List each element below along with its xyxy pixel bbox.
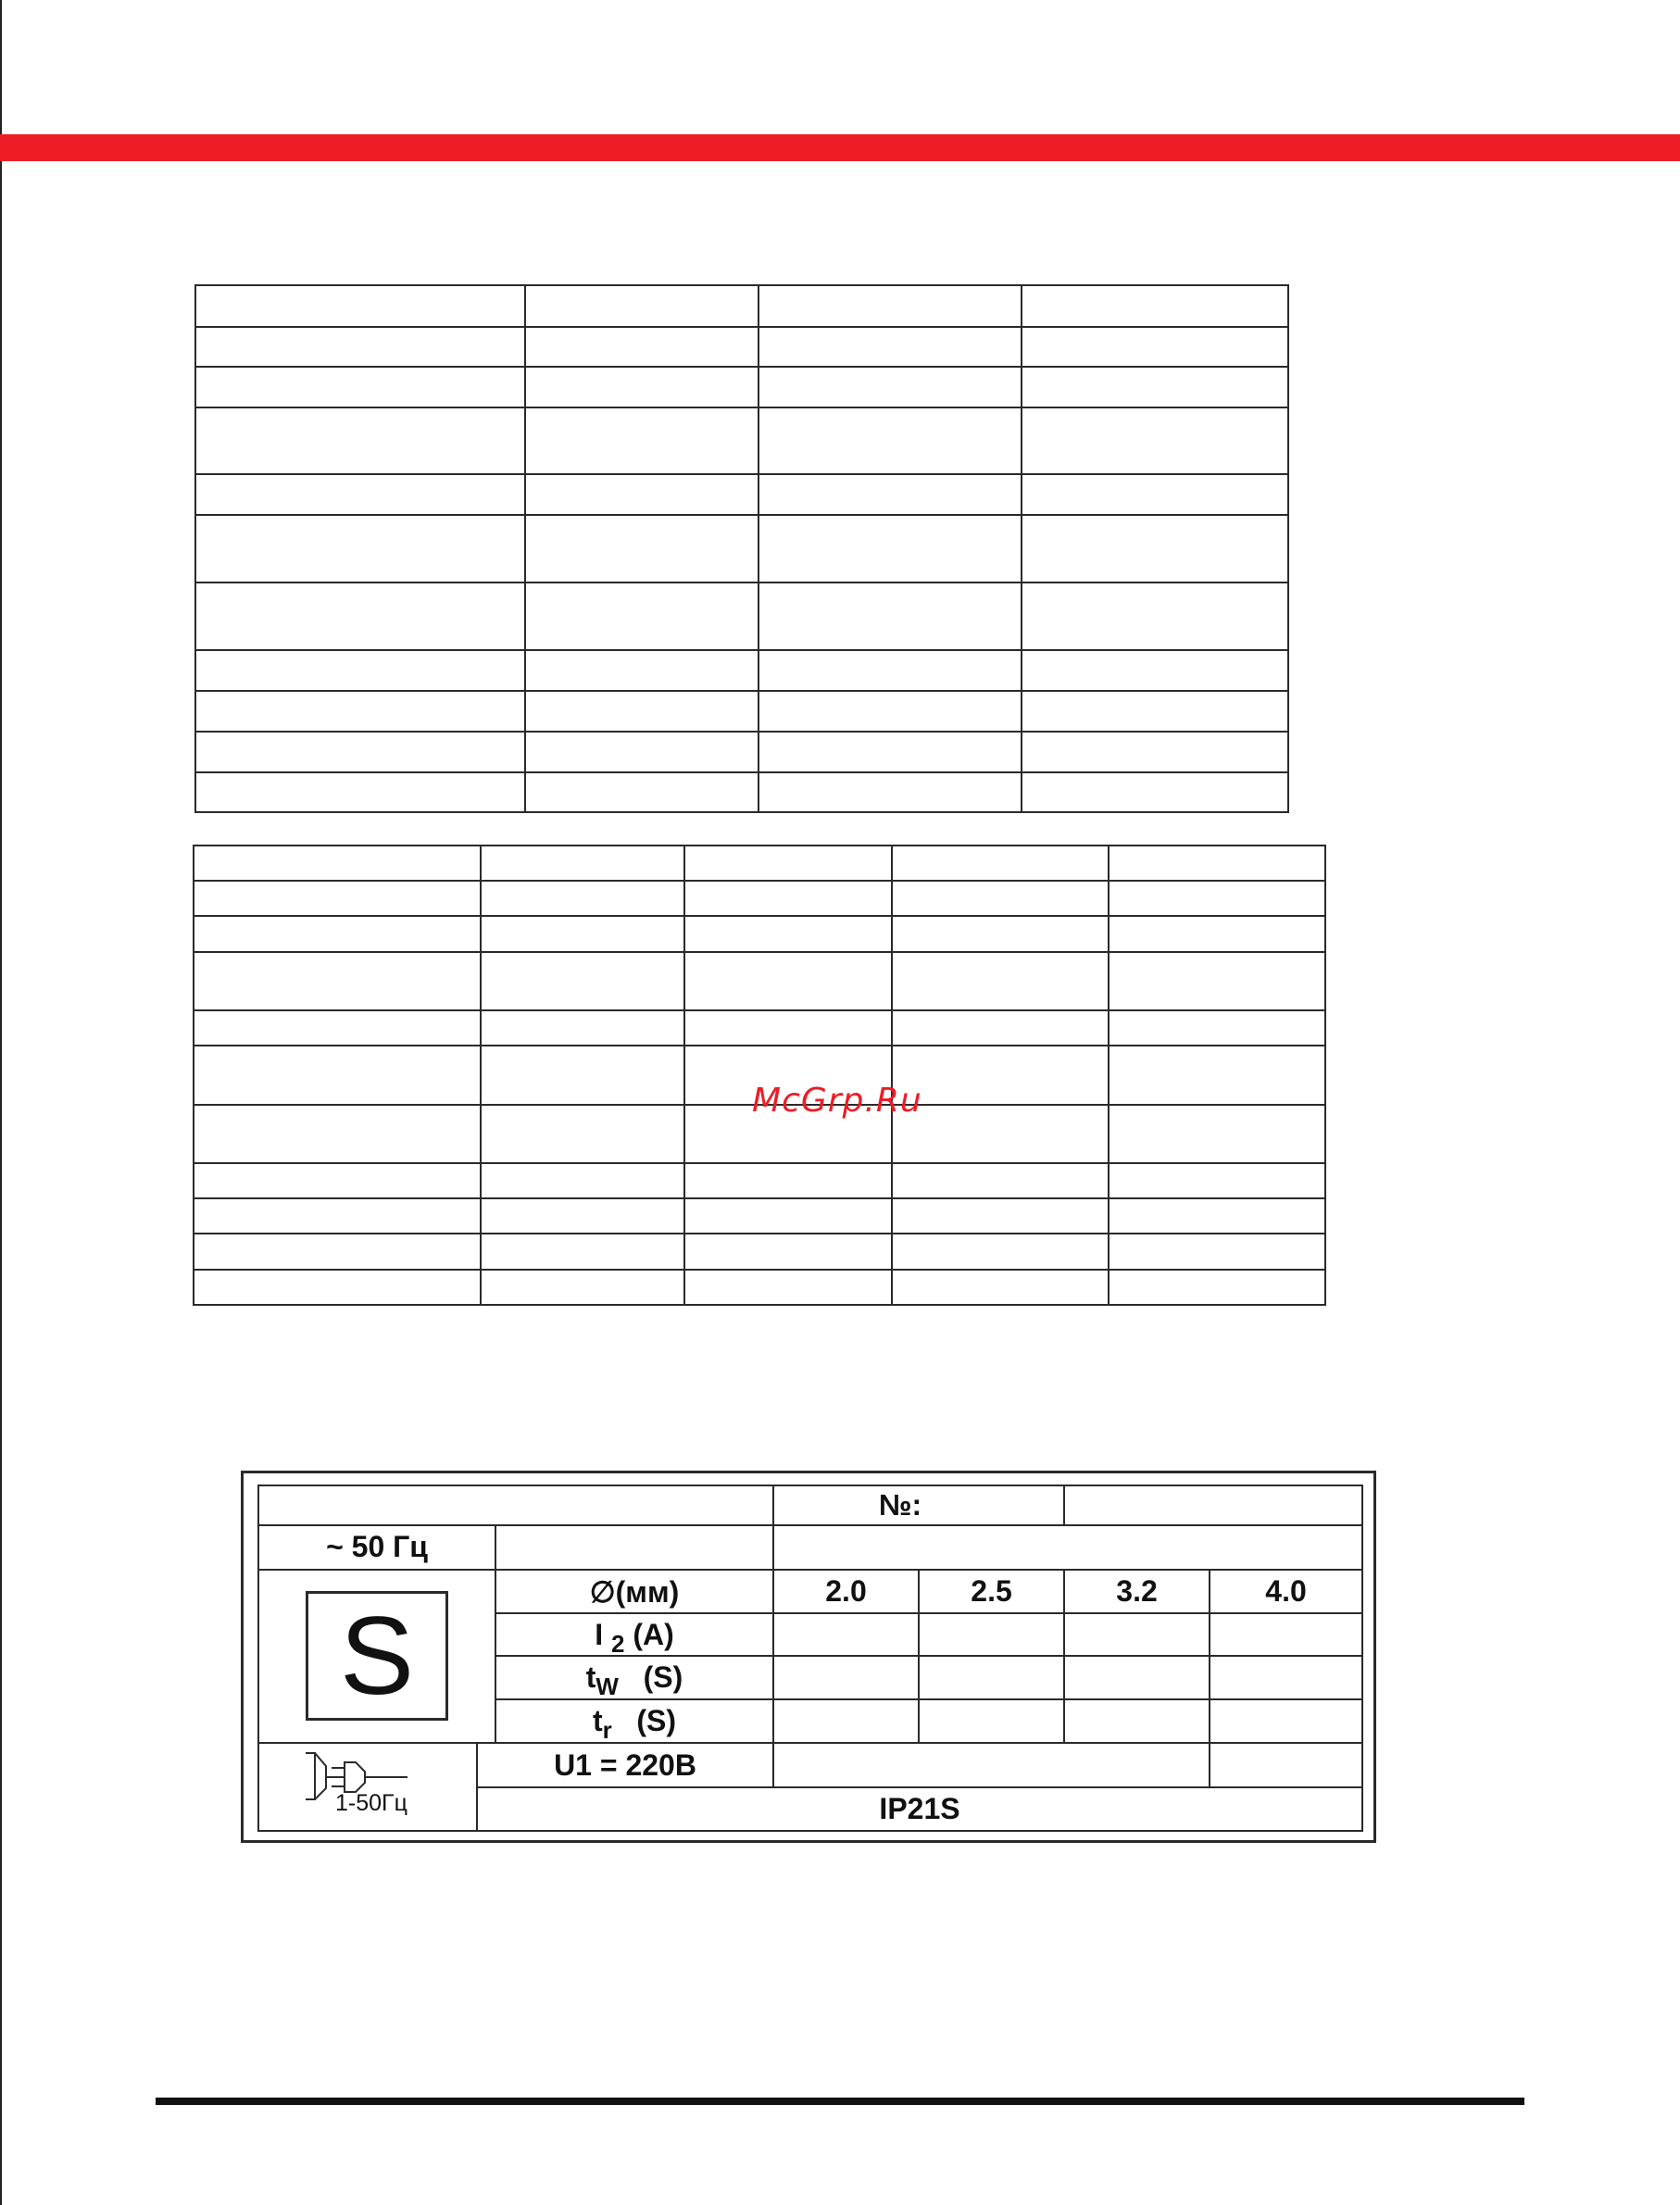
voltage-value: U1 = 220В: [554, 1748, 696, 1782]
supply-caption: 1-50Гц: [335, 1789, 407, 1816]
spec-table-1: [194, 284, 1289, 813]
current-subscript: 2: [611, 1629, 625, 1657]
plate-row-voltage: [258, 1743, 1362, 1788]
plate-cell-number: [773, 1485, 1064, 1525]
tr-label-cell: [495, 1699, 773, 1743]
plate-cell-standard: [1064, 1485, 1362, 1525]
plate-row-header: [258, 1485, 1362, 1525]
diameter-label-cell: [495, 1570, 773, 1613]
table-row: [194, 952, 1325, 1010]
plate-cell-current-range: [773, 1525, 1362, 1571]
table-row: [195, 772, 1288, 812]
tr-subscript: r: [602, 1715, 612, 1743]
table-row: [194, 916, 1325, 951]
table-row: [194, 1163, 1325, 1198]
table-row: [195, 407, 1288, 474]
table-row: [195, 285, 1288, 327]
plate-cell-blank: [773, 1743, 1210, 1788]
tw-symbol: t: [585, 1660, 596, 1695]
table-row: [194, 881, 1325, 916]
watermark-text: McGrp.Ru: [752, 1082, 922, 1120]
table-row: [194, 846, 1325, 881]
table-row: [195, 474, 1288, 515]
plate-row-diameter: [258, 1570, 1362, 1613]
diameter-value: 3.2: [1064, 1570, 1210, 1613]
footer-rule: [156, 2098, 1524, 2105]
voltage-cell: [477, 1743, 773, 1788]
tw-unit: (S): [643, 1660, 683, 1695]
current-symbol: I: [595, 1617, 604, 1651]
rating-plate: [257, 1485, 1363, 1832]
supply-cell: [258, 1743, 477, 1831]
table-row: [194, 1270, 1325, 1305]
diameter-value: 2.5: [919, 1570, 1064, 1613]
plate-row-frequency: [258, 1525, 1362, 1571]
tw-label-cell: [495, 1656, 773, 1699]
table-row: [194, 1234, 1325, 1269]
frequency-value: ~ 50 Гц: [326, 1530, 428, 1564]
spec-table-2: [193, 845, 1326, 1306]
protection-rating: IP21S: [879, 1792, 960, 1826]
s-mark-symbol: S: [306, 1591, 448, 1721]
symbol-cell: [258, 1570, 495, 1743]
diameter-value: 4.0: [1210, 1570, 1362, 1613]
table-row: [194, 1198, 1325, 1234]
table-row: [195, 691, 1288, 732]
tr-symbol: t: [592, 1703, 603, 1737]
table-row: [195, 583, 1288, 650]
tr-unit: (S): [636, 1703, 677, 1737]
frequency-cell: [258, 1525, 495, 1571]
table-row: [195, 650, 1288, 691]
header-accent-band: [0, 134, 1680, 161]
table-row: [194, 1010, 1325, 1046]
number-label: №:: [878, 1487, 922, 1522]
diameter-label: ∅(мм): [589, 1574, 680, 1609]
table-row: [195, 327, 1288, 367]
current-unit: (A): [633, 1617, 674, 1651]
plate-cell-model: [258, 1485, 773, 1525]
table-row: [195, 732, 1288, 772]
diameter-value: 2.0: [773, 1570, 919, 1613]
table-row: [195, 367, 1288, 407]
table-row: [195, 515, 1288, 582]
page-edge-line: [0, 0, 2, 2205]
protection-cell: [477, 1787, 1362, 1831]
plate-cell-blank: [1210, 1743, 1362, 1788]
current-label-cell: [495, 1613, 773, 1657]
tw-subscript: W: [596, 1673, 619, 1700]
plate-cell-blank: [495, 1525, 773, 1571]
